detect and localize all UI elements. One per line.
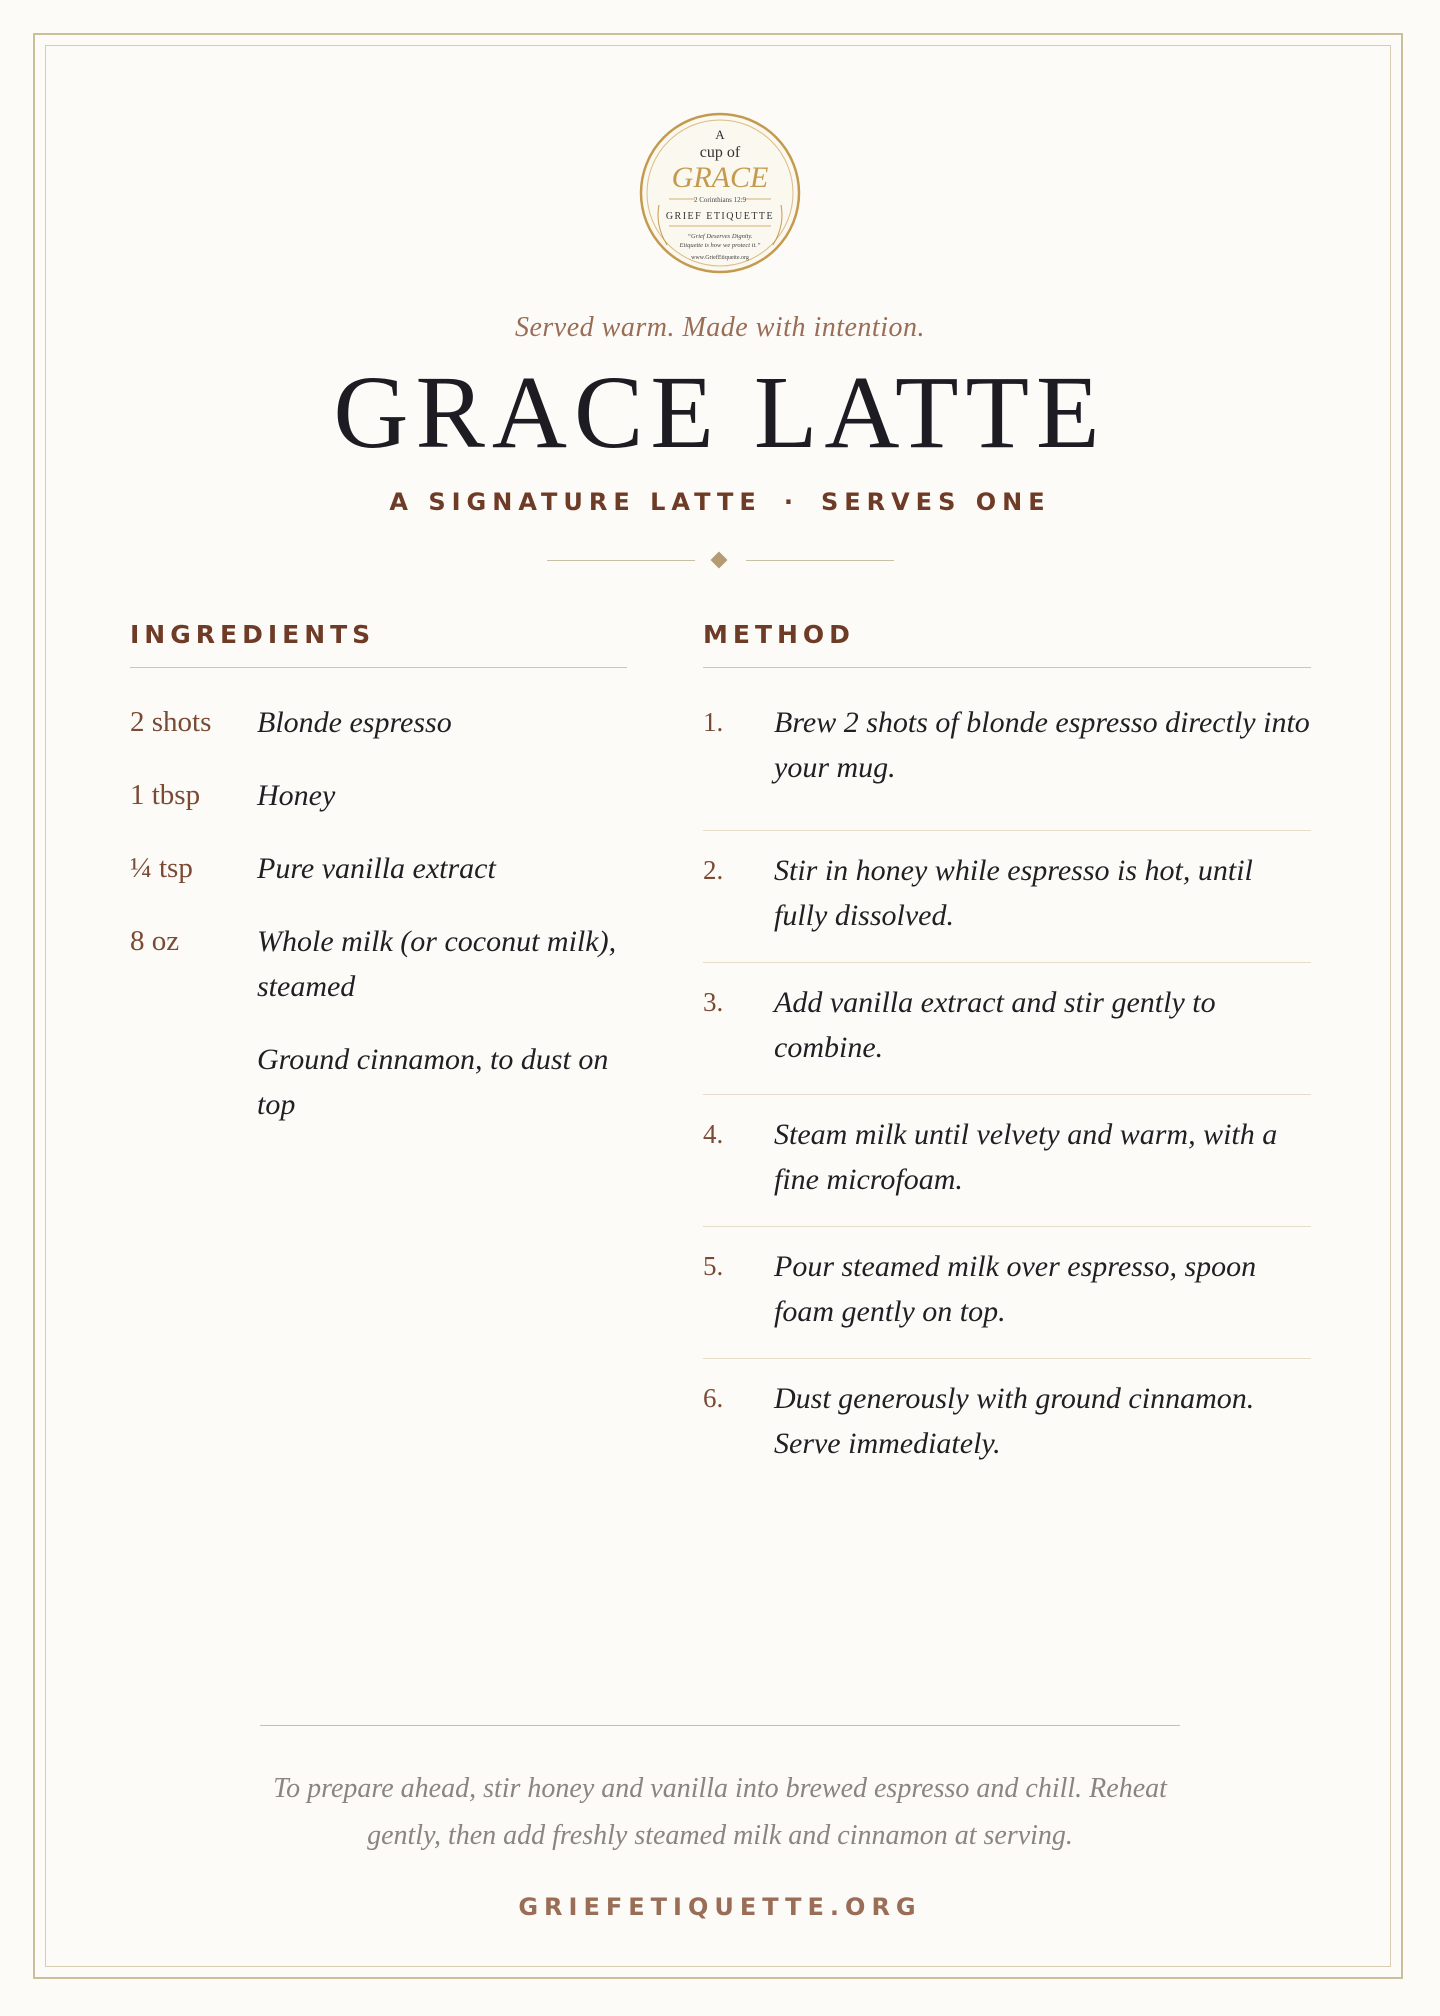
subtitle-right: SERVES ONE <box>820 488 1051 516</box>
step-text: Pour steamed milk over espresso, spoon foam gently on top. <box>774 1250 1257 1328</box>
subtitle <box>0 488 1440 516</box>
divider-line-left <box>547 560 695 561</box>
ingredient-qty: 1 tbsp <box>130 779 201 811</box>
step-number: 6. <box>703 1383 724 1413</box>
svg-text:2 Corinthians 12:9: 2 Corinthians 12:9 <box>693 196 747 204</box>
method-list <box>703 700 1311 1491</box>
svg-text:GRACE: GRACE <box>671 161 769 194</box>
step-number: 4. <box>703 1119 724 1149</box>
svg-text:Etiquette is how we protect it: Etiquette is how we protect it.” <box>679 242 761 249</box>
ingredients-rule <box>130 667 627 668</box>
method-step <box>703 700 1311 831</box>
ingredient-qty: 2 shots <box>130 706 212 738</box>
ingredient-name: Blonde espresso <box>257 706 452 739</box>
svg-text:www.GriefEtiquette.org: www.GriefEtiquette.org <box>691 255 749 261</box>
method-step <box>703 831 1311 963</box>
svg-text:cup of: cup of <box>699 144 741 161</box>
method-step <box>703 1359 1311 1491</box>
step-number: 3. <box>703 987 724 1017</box>
ingredient-row <box>130 846 630 891</box>
ingredient-qty <box>130 1037 257 1127</box>
ingredients-list <box>130 700 630 1155</box>
ingredient-row <box>130 919 630 1009</box>
ingredient-qty: ¼ tsp <box>130 852 193 884</box>
method-heading: METHOD <box>703 620 855 649</box>
ingredient-row <box>130 700 630 745</box>
ingredients-heading: INGREDIENTS <box>130 620 376 649</box>
method-step <box>703 1227 1311 1359</box>
step-text: Add vanilla extract and stir gently to combine. <box>774 986 1216 1064</box>
step-number: 2. <box>703 855 724 885</box>
divider-line-right <box>746 560 894 561</box>
step-text: Stir in honey while espresso is hot, until fully dissolved. <box>774 854 1253 932</box>
ingredient-row <box>130 1037 630 1127</box>
ingredient-qty: 8 oz <box>130 925 180 957</box>
tagline: Served warm. Made with intention. <box>514 312 925 343</box>
subtitle-separator: · <box>783 488 799 516</box>
step-text: Brew 2 shots of blonde espresso directly into your mug. <box>774 706 1310 784</box>
page-title: GRACE LATTE <box>333 355 1107 470</box>
method-rule <box>703 667 1311 668</box>
ingredient-name: Honey <box>257 779 336 812</box>
step-text: Dust generously with ground cinnamon. Serve immediately. <box>774 1382 1255 1460</box>
footer-url: GRIEFETIQUETTE.ORG <box>518 1893 922 1921</box>
method-step <box>703 1095 1311 1227</box>
svg-text:A: A <box>715 127 725 142</box>
svg-text:GRIEF ETIQUETTE: GRIEF ETIQUETTE <box>665 211 775 222</box>
method-step <box>703 963 1311 1095</box>
step-number: 5. <box>703 1251 724 1281</box>
step-number: 1. <box>703 707 724 737</box>
footer-note: To prepare ahead, stir honey and vanilla into brewed espresso and chill. Reheat gently, then add freshly steamed milk and cinnamon at serving. <box>273 1773 1167 1851</box>
step-text: Steam milk until velvety and warm, with a fine microfoam. <box>774 1118 1278 1196</box>
grace-seal-logo <box>637 105 803 281</box>
footer-rule <box>260 1725 1180 1726</box>
svg-text:“Grief Deserves Dignity.: “Grief Deserves Dignity. <box>687 233 753 240</box>
ingredient-name: Ground cinnamon, to dust on top <box>257 1043 609 1121</box>
subtitle-left: A SIGNATURE LATTE <box>389 488 762 516</box>
ingredient-row <box>130 773 630 818</box>
ingredient-name: Whole milk (or coconut milk), steamed <box>257 925 617 1003</box>
ingredient-name: Pure vanilla extract <box>257 852 496 885</box>
